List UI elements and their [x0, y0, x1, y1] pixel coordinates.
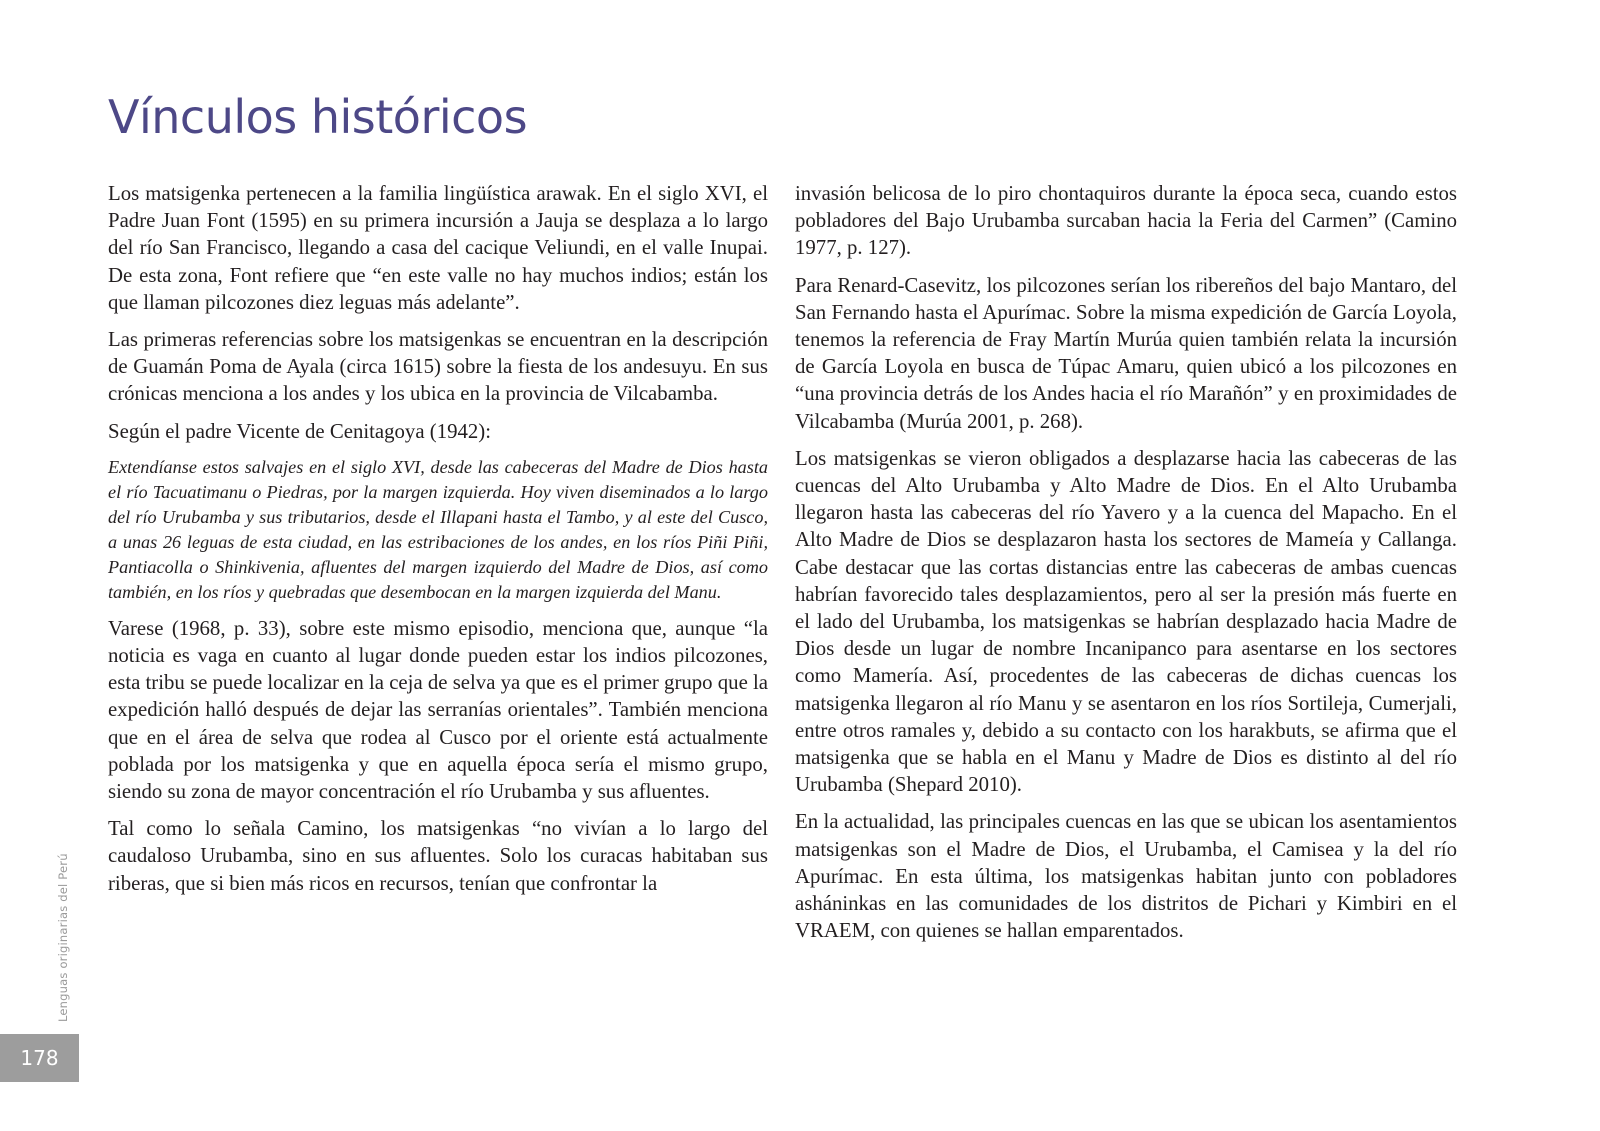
- paragraph: Las primeras referencias sobre los matsigenkas se encuentran en la descripción de Guamán Poma de Ayala (circa 1615) sobre la fiesta de los andesuyu. En sus crónicas menciona a los andes y los ubica en la provincia de Vilcabamba.: [108, 328, 768, 406]
- block-quote: Extendíanse estos salvajes en el siglo XVI, desde las cabeceras del Madre de Dios hasta el río Tacuatimanu o Piedras, por la margen izquierda. Hoy viven diseminados a lo largo del río Urubamba y sus tributarios, desde el Illapani hasta el Tambo, y al este del Cusco, a unas 26 leguas de esta ciudad, en las estribaciones de los andes, en los ríos Piñi Piñi, Pantiacolla o Shinkivenia, afluentes del margen izquierdo del Madre de Dios, así como también, en los ríos y quebradas que desembocan en la margen izquierda del Manu.: [108, 456, 768, 602]
- right-column: [795, 180, 1457, 954]
- paragraph: Para Renard-Casevitz, los pilcozones serían los ribereños del bajo Mantaro, del San Fernando hasta el Apurímac. Sobre la misma expedición de García Loyola, tenemos la referencia de Fray Martín Murúa quien también relata la incursión de García Loyola en busca de Túpac Amaru, quien ubicó a los pilcozones en “una provincia detrás de los Andes hacia el río Marañón” y en proximidades de Vilcabamba (Murúa 2001, p. 268).: [795, 273, 1457, 433]
- paragraph: Según el padre Vicente de Cenitagoya (1942):: [108, 419, 491, 443]
- page-number: 178: [20, 1046, 59, 1070]
- page-title: Vínculos históricos: [108, 90, 528, 144]
- paragraph: Los matsigenkas se vieron obligados a desplazarse hacia las cabeceras de las cuencas del Alto Urubamba y Alto Madre de Dios. En el Alto Urubamba llegaron hasta las cabeceras del río Yavero y a la cuenca del Mapacho. En el Alto Madre de Dios se desplazaron hasta los sectores de Mameía y Callanga. Cabe destacar que las cortas distancias entre las cabeceras de ambas cuencas habrían favorecido tales desplazamientos, pero al ser la presión más fuerte en el lado del Urubamba, los matsigenkas se habrían desplazado hacia Madre de Dios desde un lugar de nombre Incanipanco para asentarse en los sectores como Mamería. Así, procedentes de las cabeceras de dichas cuencas los matsigenka llegaron al río Manu y se asentaron en los ríos Sortileja, Cumerjali, entre otros ramales y, debido a su contacto con los harakbuts, se afirma que el matsigenka que se habla en el Manu y Madre de Dios es distinto al del río Urubamba (Shepard 2010).: [795, 446, 1457, 797]
- paragraph: Tal como lo señala Camino, los matsigenkas “no vivían a lo largo del caudaloso Urubamba, sino en sus afluentes. Solo los curacas habitaban sus riberas, que si bien más ricos en recursos, tenían que confrontar la: [108, 817, 768, 895]
- page-number-box: [0, 1034, 79, 1082]
- left-column: [108, 180, 768, 907]
- running-head-vertical: Lenguas originarias del Perú: [56, 853, 70, 1022]
- paragraph: Los matsigenka pertenecen a la familia lingüística arawak. En el siglo XVI, el Padre Juan Font (1595) en su primera incursión a Jauja se desplaza a lo largo del río San Francisco, llegando a casa del cacique Veliundi, en el valle Inupai. De esta zona, Font refiere que “en este valle no hay muchos indios; están los que llaman pilcozones diez leguas más adelante”.: [108, 182, 768, 314]
- paragraph: En la actualidad, las principales cuencas en las que se ubican los asentamientos matsigenkas son el Madre de Dios, el Urubamba, el Camisea y la del río Apurímac. En esta última, los matsigenkas habitan junto con pobladores asháninkas en las comunidades de los distritos de Pichari y Kimbiri en el VRAEM, con quienes se hallan emparentados.: [795, 810, 1457, 943]
- paragraph: Varese (1968, p. 33), sobre este mismo episodio, menciona que, aunque “la noticia es vaga en cuanto al lugar donde pueden estar los indios pilcozones, esta tribu se puede localizar en la ceja de selva ya que es el primer grupo que la expedición halló después de dejar las serranías orientales”. También menciona que en el área de selva que rodea al Cusco por el oriente está actualmente poblada por los matsigenka y que en aquella época sería el mismo grupo, siendo su zona de mayor concentración el río Urubamba y sus afluentes.: [108, 616, 769, 804]
- paragraph: invasión belicosa de lo piro chontaquiros durante la época seca, cuando estos pobladores del Bajo Urubamba surcaban hacia la Feria del Carmen” (Camino 1977, p. 127).: [795, 182, 1457, 260]
